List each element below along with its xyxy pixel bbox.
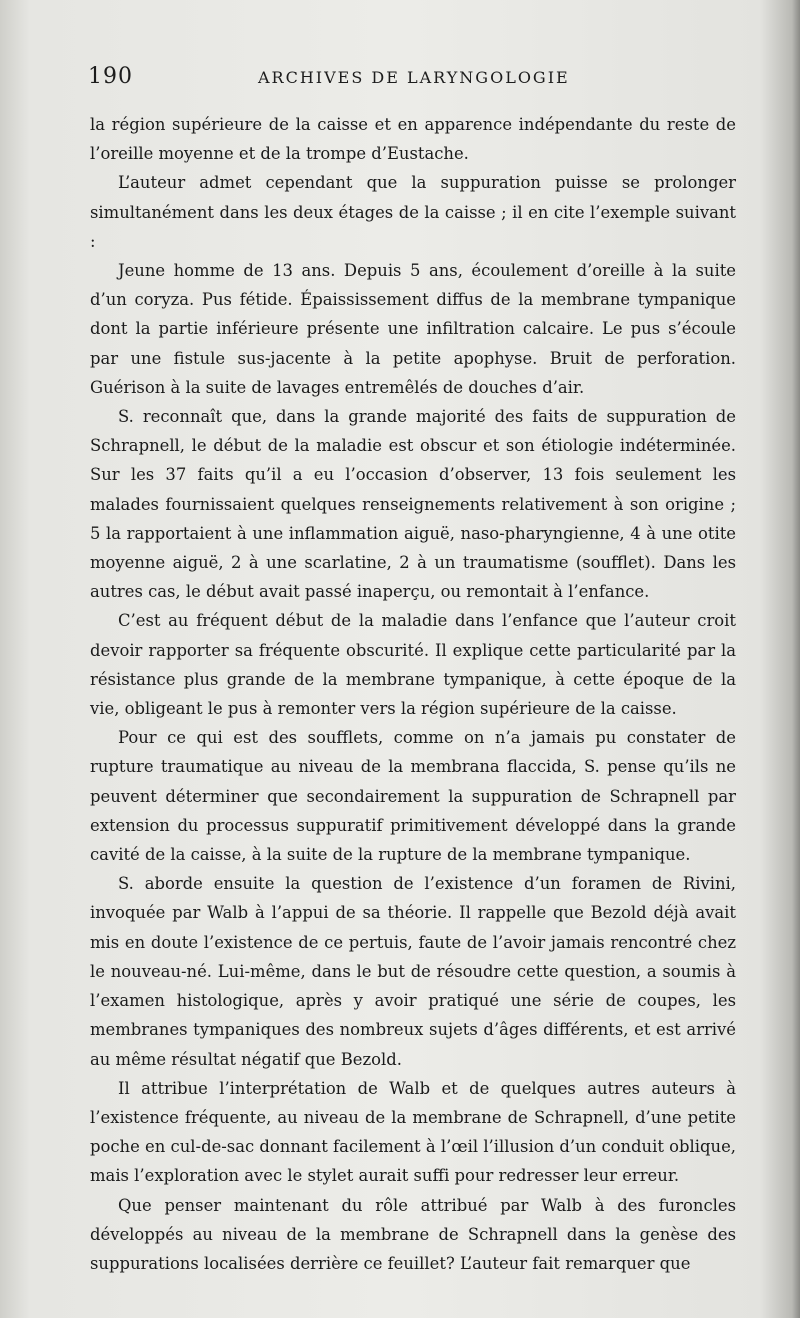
paragraph: L’auteur admet cependant que la suppuration puisse se prolonger simultanément dans les deux étages de la caisse ; il en cite l’exemple suivant :	[90, 173, 736, 251]
body-text	[90, 110, 736, 1278]
paragraph: C’est au fréquent début de la maladie dans l’enfance que l’auteur croit devoir rapporter sa fréquente obscurité. Il explique cette particularité par la résistance plus grande de la membrane tympanique, à cette époque de la vie, obligeant le pus à remonter vers la région supérieure de la caisse.	[90, 611, 736, 719]
running-title: ARCHIVES DE LARYNGOLOGIE	[258, 68, 570, 87]
paragraph: Pour ce qui est des soufflets, comme on n’a jamais pu constater de rupture traumatique au niveau de la membrana flaccida, S. pense qu’ils ne peuvent déterminer que secondairement la suppuration de Schrapnell par extension du processus suppuratif primitivement développé dans la grande cavité de la caisse, à la suite de la rupture de la membrane tympanique.	[90, 728, 736, 865]
paragraph: S. aborde ensuite la question de l’existence d’un foramen de Rivini, invoquée par Walb à l’appui de sa théorie. Il rappelle que Bezold déjà avait mis en doute l’existence de ce pertuis, faute de l’avoir jamais rencontré chez le nouveau-né. Lui-même, dans le but de résoudre cette question, a soumis à l’examen histologique, après y avoir pratiqué une série de coupes, les membranes tympaniques des nombreux sujets d’âges différents, et est arrivé au même résultat négatif que Bezold.	[90, 874, 736, 1069]
page-header	[88, 64, 738, 92]
paragraph: la région supérieure de la caisse et en apparence indépendante du reste de l’oreille moyenne et de la trompe d’Eustache.	[90, 115, 736, 164]
page-number: 190	[88, 64, 133, 89]
paragraph: Jeune homme de 13 ans. Depuis 5 ans, écoulement d’oreille à la suite d’un coryza. Pus fétide. Épaississement diffus de la membrane tympanique dont la partie inférieure présente une infiltration calcaire. Le pus s’écoule par une fistule sus-jacente à la petite apophyse. Bruit de perforation. Guérison à la suite de lavages entremêlés de douches d’air.	[90, 261, 736, 397]
paragraph: Que penser maintenant du rôle attribué par Walb à des furoncles développés au niveau de la membrane de Schrapnell dans la genèse des suppurations localisées derrière ce feuillet? L’auteur fait remarquer que	[90, 1195, 736, 1273]
paragraph: Il attribue l’interprétation de Walb et de quelques autres auteurs à l’existence fréquente, au niveau de la membrane de Schrapnell, d’une petite poche en cul-de-sac donnant facilement à l’œil l’illusion d’un conduit oblique, mais l’exploration avec le stylet aurait suffi pour redresser leur erreur.	[90, 1078, 736, 1186]
paragraph: S. reconnaît que, dans la grande majorité des faits de suppuration de Schrapnell, le début de la maladie est obscur et son étiologie indéterminée. Sur les 37 faits qu’il a eu l’occasion d’observer, 13 fois seulement les malades fournissaient quelques renseignements relativement à son origine ; 5 la rapportaient à une inflammation aiguë, naso-pharyngienne, 4 à une otite moyenne aiguë, 2 à une scarlatine, 2 à un traumatisme (soufflet). Dans les autres cas, le début avait passé inaperçu, ou remontait à l’enfance.	[90, 407, 736, 602]
